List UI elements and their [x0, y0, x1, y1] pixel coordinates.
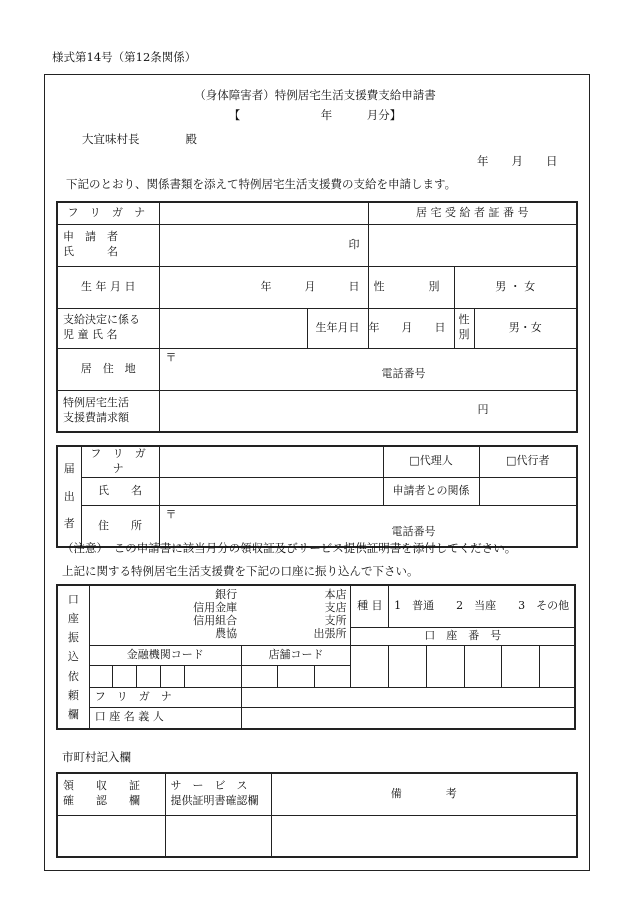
receipt-label-1: 領 収 証	[63, 779, 140, 793]
branch-code-digit-2[interactable]	[278, 665, 315, 687]
inst-code-digit-3[interactable]	[137, 665, 161, 687]
bank-side-2: 座	[67, 611, 79, 625]
applicant-name-label-2: 氏 名	[63, 245, 118, 258]
municipal-table	[56, 772, 578, 858]
furigana-label: フ リ ガ ナ	[57, 202, 159, 224]
submitter-side-2: 出	[63, 489, 75, 503]
child-dob-field[interactable]: 年 月 日	[368, 308, 454, 348]
account-number-label: 口 座 番 号	[351, 627, 575, 645]
account-digit-6[interactable]	[539, 645, 575, 687]
bank-type-3: 信用組合	[193, 614, 238, 628]
bank-type-2: 信用金庫	[193, 601, 238, 615]
relation-label: 申請者との関係	[383, 477, 479, 505]
yen-unit: 円	[477, 403, 489, 417]
sex-label: 性 別	[368, 266, 454, 308]
service-label-2: 提供証明書確認欄	[170, 794, 259, 808]
bank-type-1: 銀行	[215, 588, 238, 602]
proxy-checkbox[interactable]: □代理人	[383, 446, 479, 477]
receipt-field[interactable]	[57, 815, 165, 857]
service-label-1: サ ー ビ ス	[170, 779, 248, 793]
furigana-field[interactable]	[159, 202, 368, 224]
submitter-side-label	[57, 446, 81, 547]
submitter-furigana-field[interactable]	[159, 446, 383, 477]
holder-furigana-field[interactable]	[241, 687, 575, 707]
bank-side-4: 込	[67, 650, 79, 664]
submitter-side-3: 者	[63, 517, 75, 531]
submitter-side-1: 届	[63, 462, 75, 476]
child-name-label-2: 児 童 氏 名	[63, 328, 118, 341]
submitter-postal-mark: 〒	[165, 507, 177, 521]
sex-field[interactable]: 男 ・ 女	[454, 266, 577, 308]
claim-label-1: 特例居宅生活	[63, 395, 129, 409]
postal-mark: 〒	[165, 350, 177, 364]
branch-type-field[interactable]	[241, 585, 351, 645]
child-dob-label: 生年月日	[307, 308, 368, 348]
branch-type-4: 出張所	[313, 627, 347, 641]
submitter-phone-label: 電話番号	[391, 524, 436, 538]
inst-code-spacer	[184, 665, 241, 687]
submitter-furigana-label: フ リ ガ ナ	[81, 446, 159, 477]
address-field[interactable]	[159, 348, 577, 390]
phone-label: 電話番号	[381, 367, 426, 381]
branch-code-digit-3[interactable]	[314, 665, 351, 687]
form-number: 様式第14号（第12条関係）	[52, 50, 197, 64]
attachment-note: （注意） この申請書に該当月分の領収証及びサービス提供証明書を添付してください。	[62, 541, 517, 555]
account-kind-field[interactable]: 1 普通 2 当座 3 その他	[389, 585, 575, 627]
addressee: 大宜味村長 殿	[82, 132, 197, 146]
address-label: 居 住 地	[57, 348, 159, 390]
inst-code-digit-2[interactable]	[113, 665, 137, 687]
inst-code-digit-4[interactable]	[160, 665, 184, 687]
branch-type-3: 支所	[324, 614, 347, 628]
seal-mark: 印	[348, 237, 360, 251]
period-line: 【 年 月分】	[228, 108, 402, 122]
transfer-intro: 上記に関する特例居宅生活支援費を下記の口座に振り込んで下さい。	[62, 564, 419, 578]
bank-table	[56, 584, 576, 730]
municipal-heading: 市町村記入欄	[62, 750, 131, 764]
form-title: （身体障害者）特例居宅生活支援費支給申請書	[194, 88, 436, 102]
account-digit-4[interactable]	[464, 645, 502, 687]
bank-side-3: 振	[67, 631, 79, 645]
holder-field[interactable]	[241, 707, 575, 729]
claim-label-2: 支援費請求額	[63, 410, 129, 424]
bank-side-6: 頼	[67, 688, 79, 702]
bank-side-label	[57, 585, 89, 729]
institution-code-label: 金融機関コード	[89, 645, 241, 665]
branch-type-1: 本店	[324, 588, 347, 602]
child-name-label-1: 支給決定に係る	[63, 313, 140, 327]
cert-number-label: 居 宅 受 給 者 証 番 号	[368, 202, 577, 224]
relation-field[interactable]	[479, 477, 577, 505]
branch-type-2: 支店	[324, 601, 347, 615]
bank-side-7: 欄	[67, 708, 79, 722]
dob-field[interactable]: 年 月 日	[159, 266, 368, 308]
branch-code-digit-1[interactable]	[241, 665, 278, 687]
applicant-name-field[interactable]	[159, 224, 368, 266]
claim-amount-field[interactable]	[159, 390, 577, 432]
bank-side-1: 口	[67, 592, 79, 606]
service-field[interactable]	[165, 815, 271, 857]
submitter-table	[56, 445, 578, 548]
account-digit-3[interactable]	[426, 645, 464, 687]
bank-side-5: 依	[67, 669, 79, 683]
bank-type-field[interactable]	[89, 585, 241, 645]
account-digit-5[interactable]	[502, 645, 540, 687]
account-digit-1[interactable]	[351, 645, 389, 687]
remarks-field[interactable]	[271, 815, 577, 857]
account-kind-label: 種 目	[351, 585, 389, 627]
receipt-label-2: 確 認 欄	[63, 794, 140, 808]
holder-furigana-label: フ リ ガ ナ	[89, 687, 241, 707]
submitter-name-label: 氏 名	[81, 477, 159, 505]
submitter-name-field[interactable]	[159, 477, 383, 505]
holder-label: 口 座 名 義 人	[89, 707, 241, 729]
bank-type-4: 農協	[215, 627, 238, 641]
remarks-label: 備 考	[271, 773, 577, 815]
agent-checkbox[interactable]: □代行者	[479, 446, 577, 477]
child-sex-field[interactable]: 男・女	[474, 308, 577, 348]
child-name-field[interactable]	[159, 308, 307, 348]
cert-number-field[interactable]	[368, 224, 577, 266]
account-digit-2[interactable]	[389, 645, 427, 687]
submitter-address-label: 住 所	[81, 505, 159, 547]
dob-label: 生 年 月 日	[57, 266, 159, 308]
date-line: 年 月 日	[477, 154, 558, 168]
applicant-name-label-1: 申 請 者	[63, 230, 118, 244]
applicant-table	[56, 201, 578, 433]
branch-code-label: 店舗コード	[241, 645, 351, 665]
inst-code-digit-1[interactable]	[89, 665, 113, 687]
child-sex-label: 性別	[454, 308, 474, 348]
intro-text: 下記のとおり、関係書類を添えて特例居宅生活支援費の支給を申請します。	[66, 177, 457, 191]
